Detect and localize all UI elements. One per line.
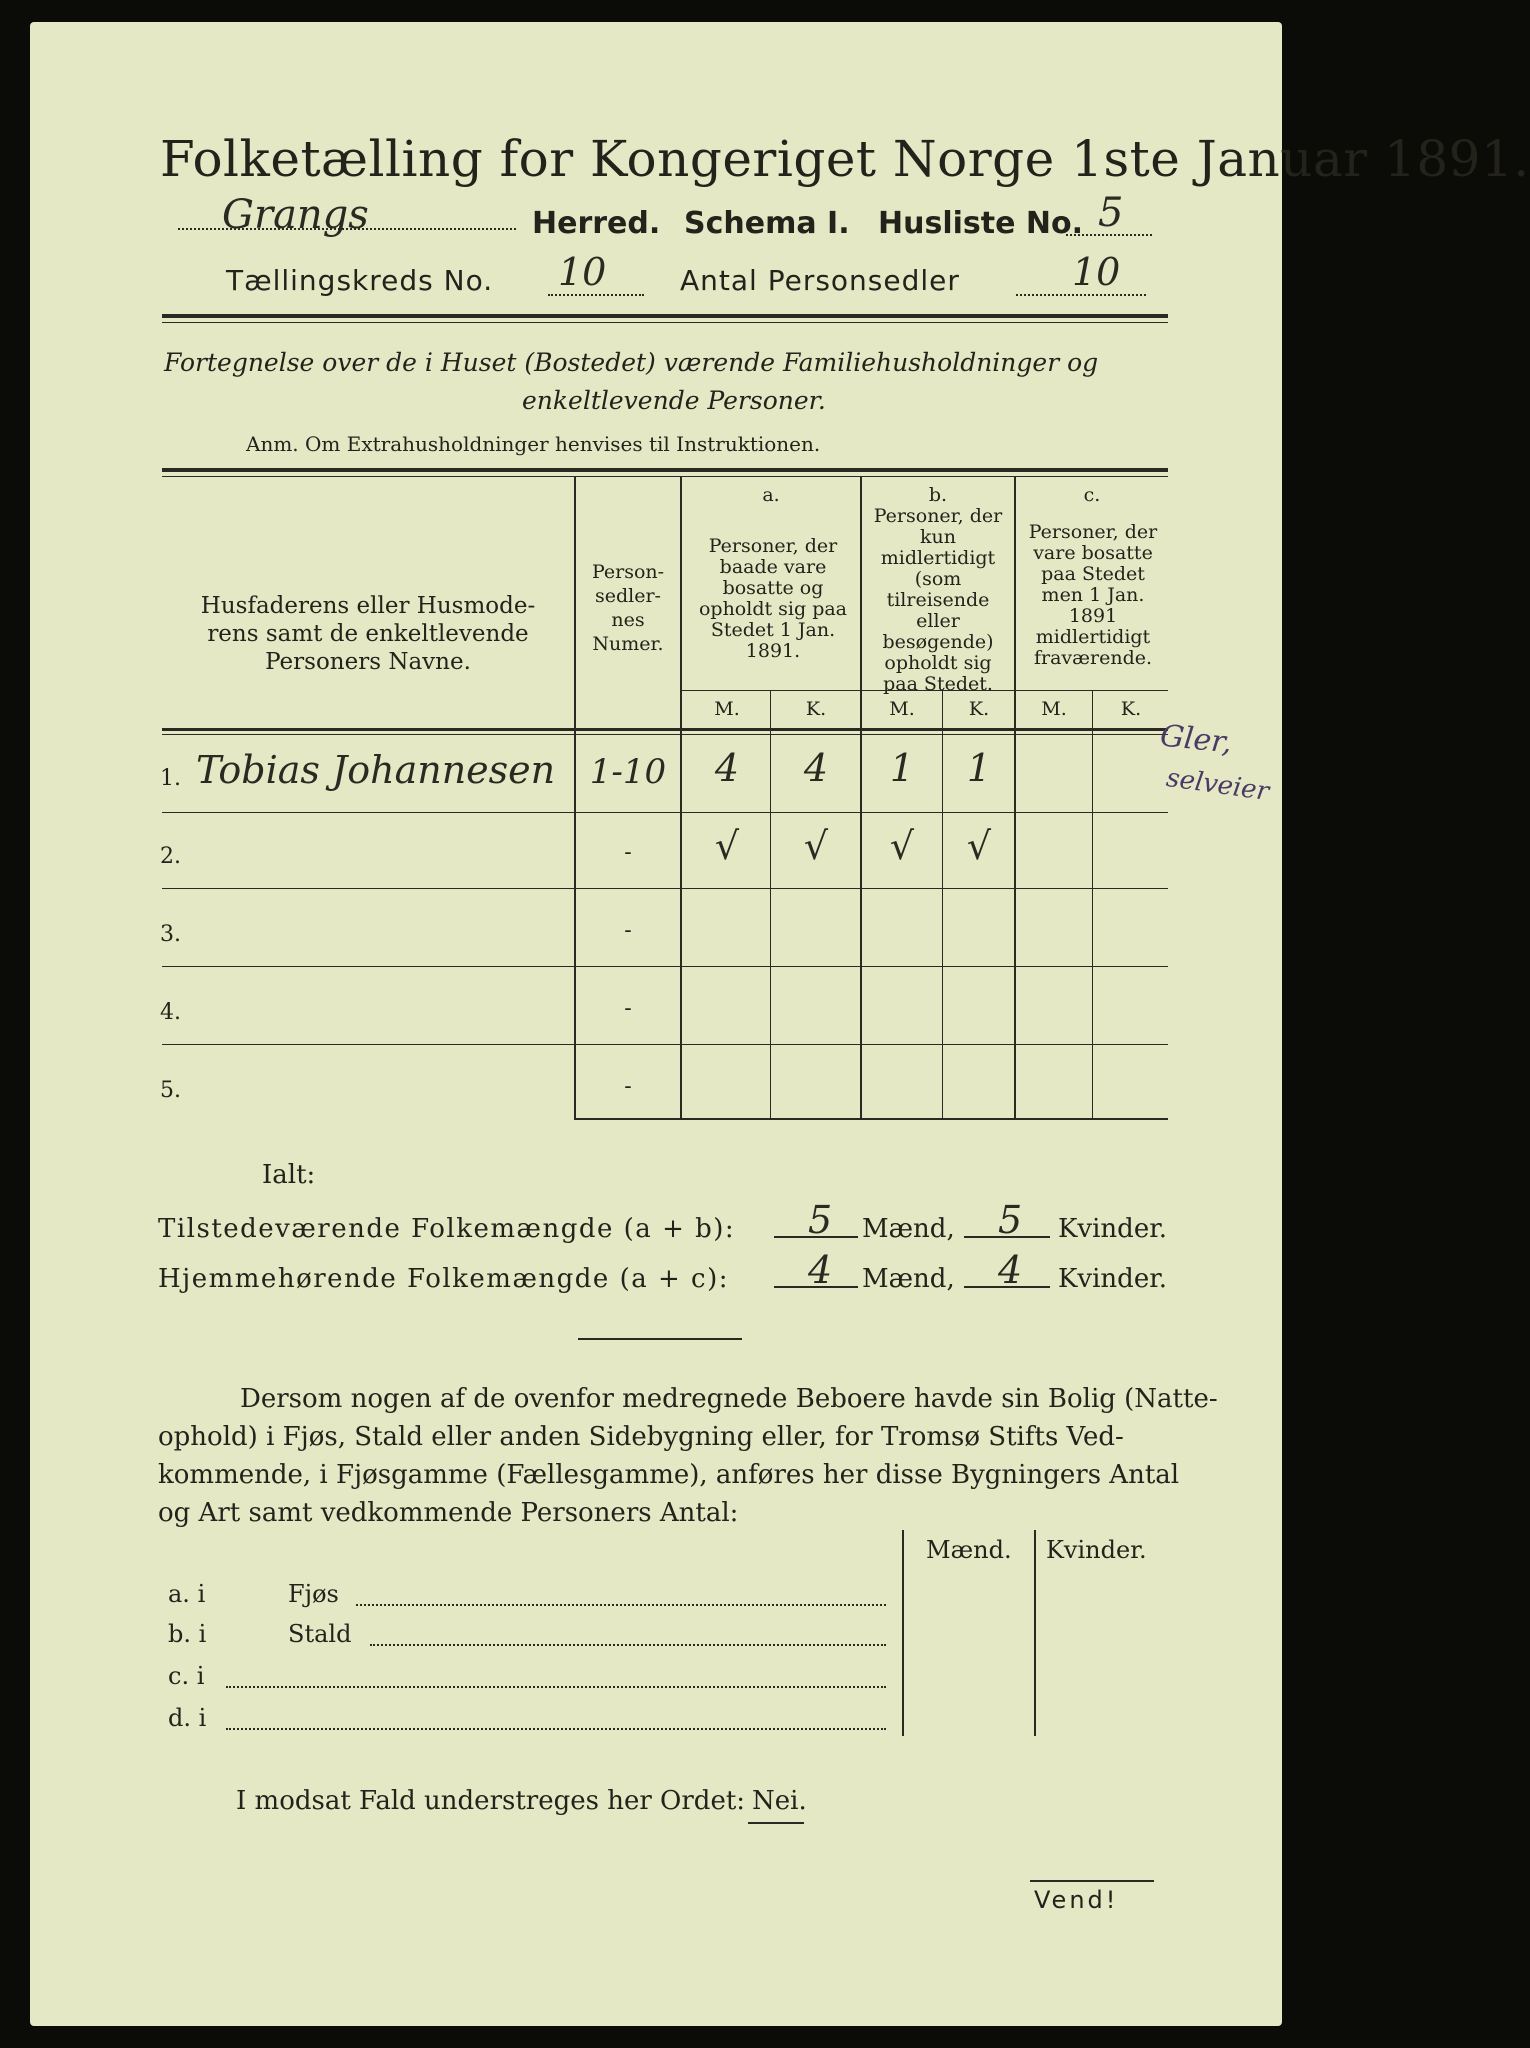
- col-divider-name: [574, 476, 576, 1120]
- col-num-line-4: Numer.: [592, 633, 664, 655]
- modsat-text: I modsat Fald understreges her Ordet:: [236, 1786, 746, 1816]
- bldg-a-dots: [356, 1604, 886, 1606]
- bldg-kvinder-head: Kvinder.: [1046, 1536, 1147, 1564]
- margin-note-1: Gler,: [1158, 718, 1234, 761]
- ialt-label: Ialt:: [262, 1160, 316, 1190]
- margin-note-2: selveier: [1164, 762, 1271, 808]
- row-number: 5.: [160, 1078, 181, 1103]
- paragraph-line-4: og Art samt vedkommende Personers Antal:: [158, 1498, 739, 1528]
- table-bottom-rule: [576, 1118, 1168, 1120]
- tilst-label: Tilstedeværende Folkemængde (a + b):: [158, 1214, 736, 1244]
- row-sedler-number: -: [624, 996, 632, 1021]
- husliste-value: 5: [1098, 190, 1124, 236]
- row-line-3: [162, 966, 1168, 967]
- col-subdivider-a: [770, 690, 771, 1120]
- col-num-line-3: nes: [611, 609, 645, 631]
- table-header-bottom-rule: [162, 728, 1168, 731]
- antal-dotted-line: [1016, 294, 1146, 296]
- kreds-label: Tællingskreds No.: [226, 264, 494, 297]
- row-count-bm: √: [889, 824, 915, 868]
- husliste-label: Husliste No.: [878, 206, 1083, 241]
- modsat-word: Nei.: [752, 1786, 807, 1816]
- hjem-k-value: 4: [998, 1248, 1023, 1292]
- hjem-label: Hjemmehørende Folkemængde (a + c):: [158, 1264, 729, 1294]
- modsat-underline: [748, 1822, 804, 1824]
- col-num-line-2: sedler-: [595, 585, 661, 607]
- vend-rule: [1030, 1880, 1154, 1882]
- tilst-k-value: 5: [998, 1198, 1023, 1242]
- col-subdivider-c: [1092, 690, 1093, 1120]
- col-a-text: Personer, der baade vare bosatte og opholdt sig paa Stedet 1 Jan. 1891.: [698, 535, 848, 662]
- col-c-text: Personer, der vare bosatte paa Stedet men 1 Jan. 1891 midlertidigt fraværende.: [1028, 521, 1158, 669]
- col-num-header: [578, 560, 678, 656]
- col-subdivider-b: [942, 690, 943, 1120]
- row-sedler-number: -: [624, 1074, 632, 1099]
- paragraph-line-2: ophold) i Fjøs, Stald eller anden Sidebygning eller, for Tromsø Stifts Ved-: [158, 1422, 1124, 1452]
- col-divider-b: [1014, 476, 1016, 1120]
- intro-line-1: Fortegnelse over de i Huset (Bostedet) værende Familiehusholdninger og: [164, 348, 1099, 377]
- table-top-rule-thin: [162, 476, 1168, 477]
- antal-value: 10: [1072, 250, 1121, 294]
- row-count-bk: √: [966, 824, 992, 868]
- bldg-c-dots: [226, 1686, 886, 1688]
- row-count-am: 4: [714, 746, 740, 790]
- col-a-k: K.: [805, 698, 827, 720]
- col-divider-num: [680, 476, 682, 1120]
- row-number: 4.: [160, 1000, 181, 1025]
- row-number: 3.: [160, 922, 181, 947]
- row-count-bk: 1: [966, 746, 992, 790]
- bldg-d-dots: [226, 1728, 886, 1730]
- herred-label: Herred.: [532, 206, 661, 241]
- separator-rule: [578, 1338, 742, 1340]
- bldg-a-prefix: a. i: [168, 1580, 206, 1608]
- tilst-kvinder: Kvinder.: [1058, 1214, 1168, 1244]
- col-a-m: M.: [714, 698, 740, 720]
- hjem-kvinder: Kvinder.: [1058, 1264, 1168, 1294]
- table-header-bottom-rule-thin: [162, 734, 1168, 735]
- row-count-bm: 1: [889, 746, 915, 790]
- col-b-k: K.: [968, 698, 990, 720]
- col-a-letter: a.: [762, 484, 780, 506]
- col-b-letter: b.: [928, 484, 948, 506]
- tilst-maend: Mænd,: [862, 1214, 955, 1244]
- header-rule-thin: [162, 322, 1168, 323]
- col-c-m: M.: [1041, 698, 1067, 720]
- col-name-header: [166, 592, 570, 676]
- hjem-m-value: 4: [808, 1248, 833, 1292]
- bldg-b-prefix: b. i: [168, 1620, 207, 1648]
- bldg-d-prefix: d. i: [168, 1704, 207, 1732]
- row-sedler-number: -: [624, 918, 632, 943]
- col-b-text: Personer, der kun midlertidigt (som tilreisende eller besøgende) opholdt sig paa Stedet.: [873, 505, 1003, 695]
- col-b-m: M.: [889, 698, 915, 720]
- col-divider-a: [860, 476, 862, 1120]
- schema-label: Schema I.: [684, 206, 850, 241]
- row-line-4: [162, 1044, 1168, 1045]
- vend-text: Vend!: [1034, 1886, 1119, 1914]
- row-line-1: [162, 812, 1168, 813]
- row-count-ak: √: [803, 824, 829, 868]
- paragraph-line-3: kommende, i Fjøsgamme (Fællesgamme), anføres her disse Bygningers Antal: [158, 1460, 1180, 1490]
- table-top-rule-thick: [162, 468, 1168, 472]
- row-sedler-number: -: [624, 840, 632, 865]
- col-name-line-2: rens samt de enkeltlevende: [207, 621, 529, 647]
- row-line-2: [162, 888, 1168, 889]
- hjem-maend: Mænd,: [862, 1264, 955, 1294]
- col-c-k: K.: [1120, 698, 1142, 720]
- bldg-maend-head: Mænd.: [926, 1536, 1012, 1564]
- herred-value: Grangs: [222, 192, 369, 238]
- bldg-b-dots: [370, 1644, 886, 1646]
- row-sedler-number: 1-10: [589, 752, 667, 792]
- row-name: Tobias Johannesen: [196, 748, 556, 792]
- col-name-line-1: Husfaderens eller Husmode-: [200, 593, 536, 619]
- row-count-ak: 4: [803, 746, 829, 790]
- antal-label: Antal Personsedler: [680, 264, 960, 297]
- col-c-letter: c.: [1083, 484, 1101, 506]
- row-number: 1.: [160, 766, 181, 791]
- husliste-dotted-line: [1066, 234, 1152, 236]
- row-number: 2.: [160, 844, 181, 869]
- anm-note: Anm. Om Extrahusholdninger henvises til Instruktionen.: [246, 432, 821, 456]
- form-title: Folketælling for Kongeriget Norge 1ste Januar 1891.: [160, 130, 1530, 188]
- row-count-am: √: [714, 824, 740, 868]
- tilst-m-value: 5: [808, 1198, 833, 1242]
- kreds-dotted-line: [548, 294, 644, 296]
- bldg-divider-1: [902, 1530, 904, 1736]
- col-name-line-3: Personers Navne.: [265, 649, 471, 675]
- bldg-b-label: Stald: [288, 1620, 352, 1648]
- bldg-divider-2: [1034, 1530, 1036, 1736]
- paragraph-line-1: Dersom nogen af de ovenfor medregnede Beboere havde sin Bolig (Natte-: [240, 1384, 1218, 1414]
- col-num-line-1: Person-: [591, 561, 665, 583]
- header-rule-thick: [162, 314, 1168, 318]
- intro-line-2: enkeltlevende Personer.: [522, 386, 826, 415]
- bldg-c-prefix: c. i: [168, 1662, 205, 1690]
- kreds-value: 10: [558, 250, 607, 294]
- bldg-a-label: Fjøs: [288, 1580, 339, 1608]
